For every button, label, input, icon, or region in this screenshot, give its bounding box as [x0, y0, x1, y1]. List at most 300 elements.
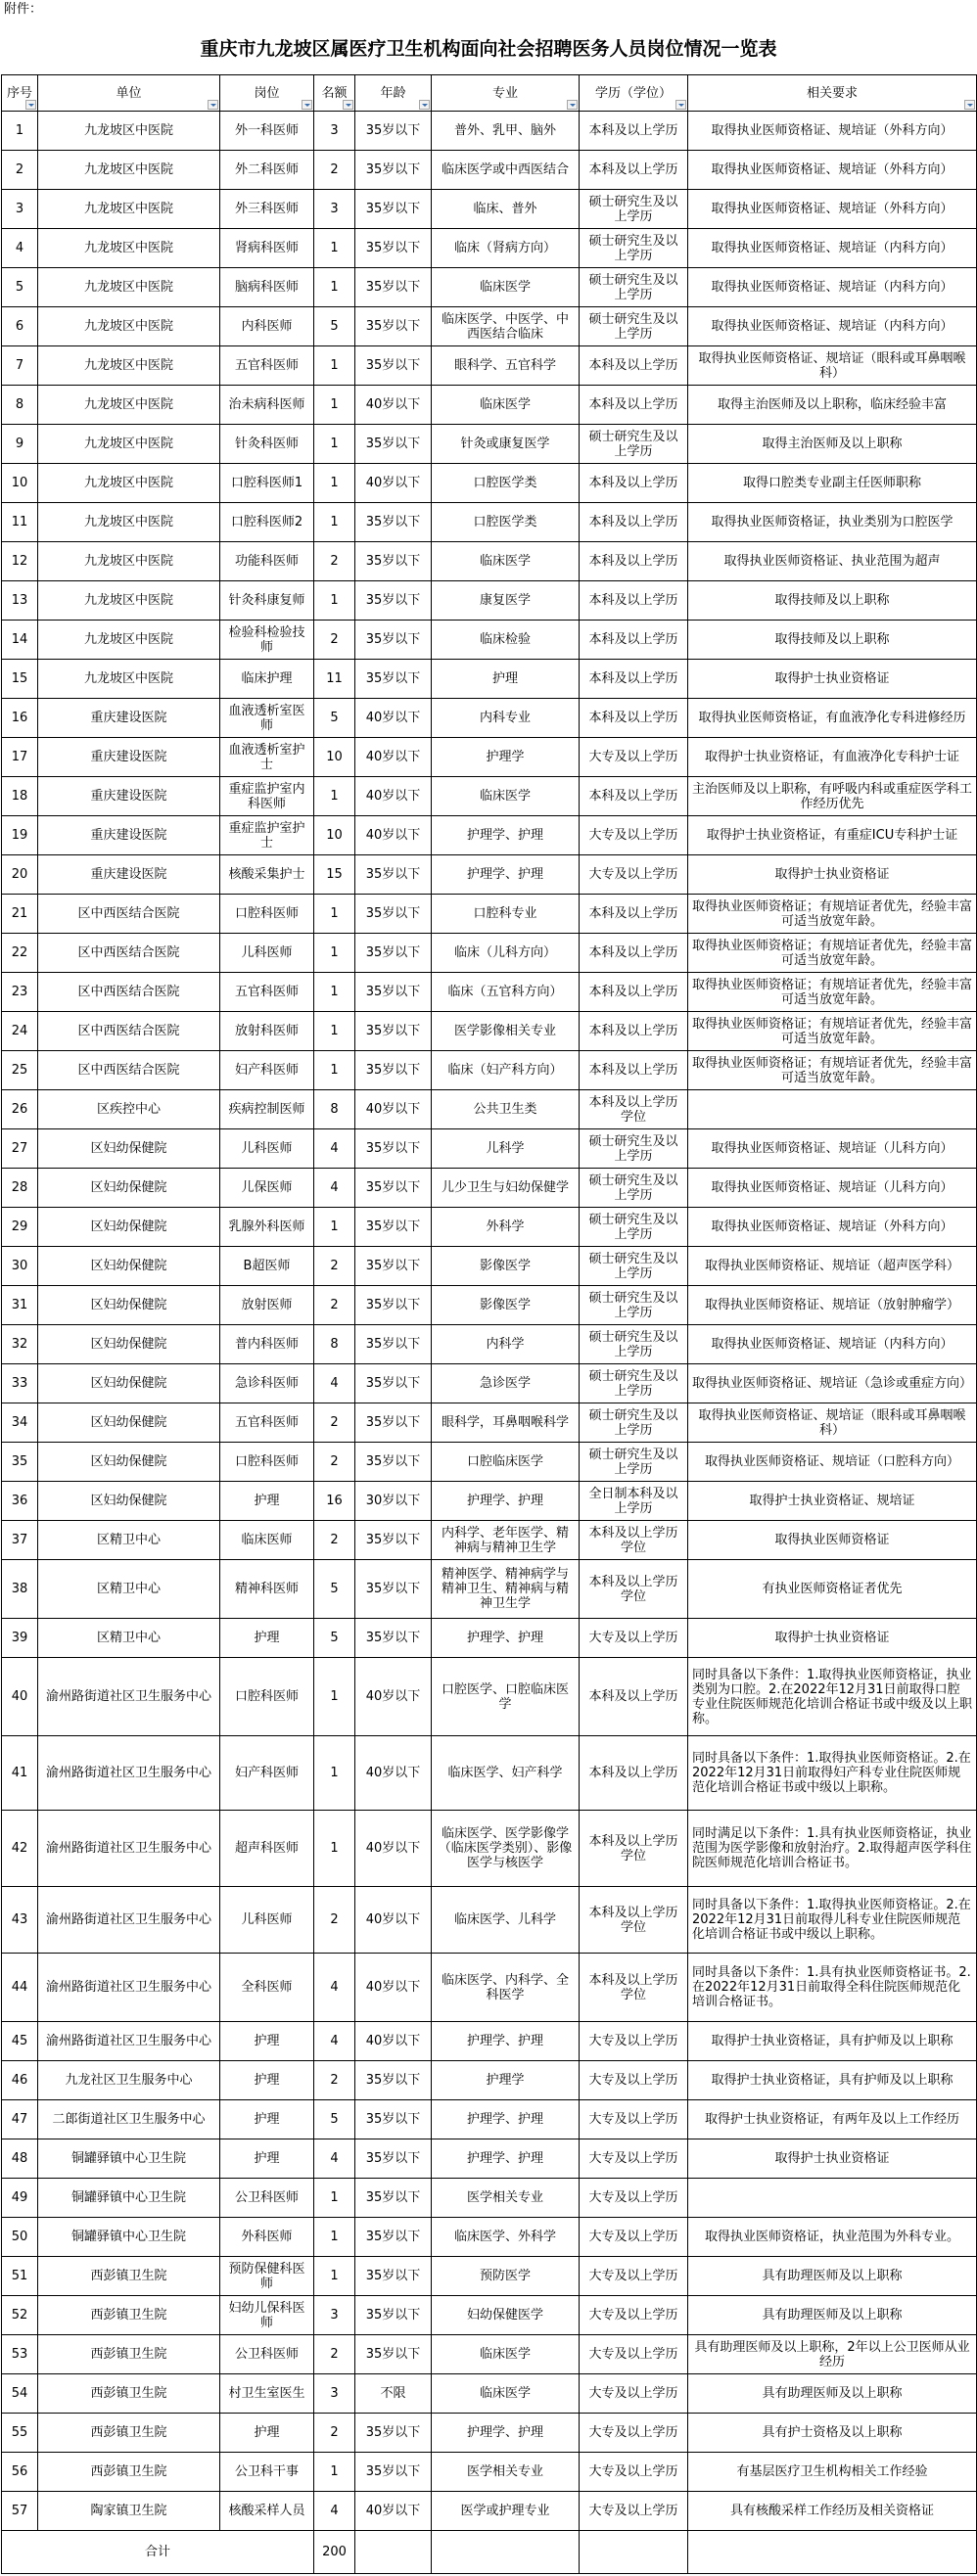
- quota-cell: 4: [314, 1954, 355, 2022]
- unit-cell: 九龙坡区中医院: [38, 464, 220, 503]
- unit-cell: 区妇幼保健院: [38, 1129, 220, 1169]
- filter-dropdown-icon[interactable]: [567, 100, 578, 110]
- header-unit: [38, 75, 220, 112]
- filter-dropdown-icon[interactable]: [25, 100, 36, 110]
- education-cell: 硕士研究生及以上学历: [580, 1286, 688, 1325]
- major-cell: 医学相关专业: [432, 2453, 580, 2492]
- position-cell: 口腔科医师1: [220, 464, 314, 503]
- quota-cell: 1: [314, 346, 355, 386]
- row-number-cell: 57: [2, 2492, 38, 2531]
- quota-cell: 1: [314, 268, 355, 307]
- row-number-cell: 27: [2, 1129, 38, 1169]
- major-cell: 公共卫生类: [432, 1090, 580, 1129]
- row-number-cell: 30: [2, 1247, 38, 1286]
- table-row: [2, 1247, 977, 1286]
- table-row: [2, 229, 977, 268]
- quota-cell: 1: [314, 2179, 355, 2218]
- row-number-cell: 15: [2, 660, 38, 699]
- requirements-cell: 取得护士执业资格证，具有护师及以上职称: [688, 2022, 977, 2061]
- quota-cell: 5: [314, 1619, 355, 1658]
- requirements-cell: 取得护士执业资格证、规培证: [688, 1482, 977, 1521]
- unit-cell: 区中西医结合医院: [38, 973, 220, 1012]
- table-row: [2, 2296, 977, 2335]
- education-cell: 硕士研究生及以上学历: [580, 1247, 688, 1286]
- header-label: 学历（学位）: [594, 85, 672, 101]
- table-row: [2, 503, 977, 542]
- position-cell: 护理: [220, 1619, 314, 1658]
- requirements-cell: 具有助理医师及以上职称: [688, 2296, 977, 2335]
- table-row: [2, 1560, 977, 1619]
- unit-cell: 九龙坡区中医院: [38, 425, 220, 464]
- quota-cell: 2: [314, 1286, 355, 1325]
- requirements-cell: 同时具备以下条件：1.取得执业医师资格证，执业类别为口腔。2.在2022年12月31日前取得口腔专业住院医师规范化培训合格证书或中级及以上职称。: [688, 1658, 977, 1736]
- education-cell: 本科及以上学历: [580, 699, 688, 738]
- table-row: [2, 464, 977, 503]
- table-row: [2, 738, 977, 777]
- requirements-cell: 取得主治医师及以上职称: [688, 425, 977, 464]
- unit-cell: 九龙坡区中医院: [38, 503, 220, 542]
- position-cell: 内科医师: [220, 307, 314, 346]
- header-quota: [314, 75, 355, 112]
- major-cell: 口腔医学类: [432, 503, 580, 542]
- age-cell: 35岁以下: [355, 2414, 432, 2453]
- row-number-cell: 11: [2, 503, 38, 542]
- position-cell: 重症监护室内科医师: [220, 777, 314, 816]
- requirements-cell: 取得护士执业资格证，具有护师及以上职称: [688, 2061, 977, 2100]
- table-row: [2, 1090, 977, 1129]
- position-cell: 肾病科医师: [220, 229, 314, 268]
- quota-cell: 5: [314, 2100, 355, 2139]
- row-number-cell: 23: [2, 973, 38, 1012]
- table-row: [2, 973, 977, 1012]
- major-cell: 内科学、老年医学、精神病与精神卫生学: [432, 1521, 580, 1560]
- age-cell: 30岁以下: [355, 1482, 432, 1521]
- row-number-cell: 38: [2, 1560, 38, 1619]
- header-major: [432, 75, 580, 112]
- requirements-cell: 取得执业医师资格证、规培证（外科方向）: [688, 190, 977, 229]
- quota-cell: 2: [314, 542, 355, 581]
- position-cell: 口腔科医师: [220, 1443, 314, 1482]
- row-number-cell: 35: [2, 1443, 38, 1482]
- requirements-cell: 取得执业医师资格证，执业范围为外科专业。: [688, 2218, 977, 2257]
- filter-dropdown-icon[interactable]: [343, 100, 353, 110]
- major-cell: 护理学、护理: [432, 2139, 580, 2179]
- position-cell: 护理: [220, 2100, 314, 2139]
- education-cell: 硕士研究生及以上学历: [580, 307, 688, 346]
- age-cell: 35岁以下: [355, 660, 432, 699]
- table-row: [2, 1887, 977, 1954]
- major-cell: 临床医学: [432, 777, 580, 816]
- age-cell: 35岁以下: [355, 1403, 432, 1443]
- age-cell: 40岁以下: [355, 2022, 432, 2061]
- position-cell: 疾病控制医师: [220, 1090, 314, 1129]
- age-cell: 35岁以下: [355, 895, 432, 934]
- unit-cell: 九龙坡区中医院: [38, 190, 220, 229]
- table-row: [2, 268, 977, 307]
- education-cell: 硕士研究生及以上学历: [580, 1443, 688, 1482]
- row-number-cell: 32: [2, 1325, 38, 1364]
- major-cell: 医学或护理专业: [432, 2492, 580, 2531]
- requirements-cell: 取得护士执业资格证: [688, 660, 977, 699]
- age-cell: 35岁以下: [355, 2139, 432, 2179]
- quota-cell: 4: [314, 2139, 355, 2179]
- quota-cell: 2: [314, 2061, 355, 2100]
- age-cell: 40岁以下: [355, 1811, 432, 1887]
- education-cell: 大专及以上学历: [580, 2296, 688, 2335]
- education-cell: 大专及以上学历: [580, 2061, 688, 2100]
- quota-cell: 1: [314, 2453, 355, 2492]
- row-number-cell: 51: [2, 2257, 38, 2296]
- row-number-cell: 37: [2, 1521, 38, 1560]
- education-cell: 本科及以上学历: [580, 1051, 688, 1090]
- requirements-cell: 取得护士执业资格证: [688, 2139, 977, 2179]
- quota-cell: 4: [314, 2492, 355, 2531]
- major-cell: 护理学、护理: [432, 855, 580, 895]
- age-cell: 35岁以下: [355, 2100, 432, 2139]
- row-number-cell: 7: [2, 346, 38, 386]
- major-cell: 护理学、护理: [432, 1482, 580, 1521]
- position-cell: 急诊科医师: [220, 1364, 314, 1403]
- requirements-cell: 同时具备以下条件：1.取得执业医师资格证。2.在2022年12月31日前取得妇产科专业住院医师规范化培训合格证书或中级以上职称。: [688, 1736, 977, 1811]
- requirements-cell: 取得护士执业资格证，有血液净化专科护士证: [688, 738, 977, 777]
- age-cell: 35岁以下: [355, 1325, 432, 1364]
- requirements-cell: 取得护士执业资格证: [688, 855, 977, 895]
- age-cell: 35岁以下: [355, 1208, 432, 1247]
- requirements-cell: 取得执业医师资格证；有规培证者优先，经验丰富可适当放宽年龄。: [688, 934, 977, 973]
- row-number-cell: 6: [2, 307, 38, 346]
- major-cell: 口腔医学、口腔临床医学: [432, 1658, 580, 1736]
- major-cell: 临床医学、医学影像学（临床医学类别）、影像医学与核医学: [432, 1811, 580, 1887]
- quota-cell: 1: [314, 503, 355, 542]
- requirements-cell: 取得执业医师资格证、规培证（眼科或耳鼻咽喉科）: [688, 1403, 977, 1443]
- requirements-cell: 取得口腔类专业副主任医师职称: [688, 464, 977, 503]
- quota-cell: 1: [314, 1658, 355, 1736]
- row-number-cell: 56: [2, 2453, 38, 2492]
- major-cell: 临床医学: [432, 542, 580, 581]
- position-cell: 脑病科医师: [220, 268, 314, 307]
- table-row: [2, 2022, 977, 2061]
- unit-cell: 九龙坡区中医院: [38, 542, 220, 581]
- major-cell: 护理学: [432, 738, 580, 777]
- unit-cell: 九龙坡区中医院: [38, 151, 220, 190]
- header-label: 名额: [321, 85, 348, 101]
- position-cell: 超声科医师: [220, 1811, 314, 1887]
- row-number-cell: 17: [2, 738, 38, 777]
- major-cell: 临床医学: [432, 268, 580, 307]
- quota-cell: 1: [314, 777, 355, 816]
- requirements-cell: 取得执业医师资格证；有规培证者优先，经验丰富可适当放宽年龄。: [688, 1051, 977, 1090]
- position-cell: 儿科医师: [220, 1129, 314, 1169]
- major-cell: 临床医学、中医学、中西医结合临床: [432, 307, 580, 346]
- major-cell: 口腔科专业: [432, 895, 580, 934]
- quota-cell: 3: [314, 112, 355, 151]
- quota-cell: 1: [314, 1208, 355, 1247]
- age-cell: 35岁以下: [355, 1129, 432, 1169]
- age-cell: 35岁以下: [355, 1012, 432, 1051]
- row-number-cell: 44: [2, 1954, 38, 2022]
- position-cell: 乳腺外科医师: [220, 1208, 314, 1247]
- position-cell: 五官科医师: [220, 346, 314, 386]
- table-row: [2, 2257, 977, 2296]
- unit-cell: 区妇幼保健院: [38, 1208, 220, 1247]
- requirements-cell: 取得执业医师资格证、规培证（外科方向）: [688, 1208, 977, 1247]
- age-cell: 35岁以下: [355, 268, 432, 307]
- major-cell: 临床医学、妇产科学: [432, 1736, 580, 1811]
- unit-cell: 区妇幼保健院: [38, 1325, 220, 1364]
- age-cell: 35岁以下: [355, 2296, 432, 2335]
- header-label: 序号: [6, 85, 32, 101]
- education-cell: 大专及以上学历: [580, 2179, 688, 2218]
- major-cell: 护理学、护理: [432, 2022, 580, 2061]
- row-number-cell: 10: [2, 464, 38, 503]
- major-cell: 临床检验: [432, 621, 580, 660]
- education-cell: 大专及以上学历: [580, 1619, 688, 1658]
- education-cell: 本科及以上学历: [580, 1658, 688, 1736]
- filter-dropdown-icon[interactable]: [964, 100, 975, 110]
- unit-cell: 区精卫中心: [38, 1560, 220, 1619]
- education-cell: 本科及以上学历: [580, 112, 688, 151]
- major-cell: 急诊医学: [432, 1364, 580, 1403]
- header-label: 年龄: [380, 85, 406, 101]
- position-cell: 护理: [220, 2139, 314, 2179]
- quota-cell: 3: [314, 190, 355, 229]
- age-cell: 35岁以下: [355, 2453, 432, 2492]
- page-title: 重庆市九龙坡区属医疗卫生机构面向社会招聘医务人员岗位情况一览表: [200, 37, 777, 60]
- position-cell: 功能科医师: [220, 542, 314, 581]
- row-number-cell: 52: [2, 2296, 38, 2335]
- unit-cell: 渝州路街道社区卫生服务中心: [38, 1658, 220, 1736]
- position-cell: 临床护理: [220, 660, 314, 699]
- requirements-cell: 同时满足以下条件：1.具有执业医师资格证，执业范围为医学影像和放射治疗。2.取得超声医学科住院医师规范化培训合格证书。: [688, 1811, 977, 1887]
- requirements-cell: 取得执业医师资格证，执业类别为口腔医学: [688, 503, 977, 542]
- major-cell: 护理学、护理: [432, 2414, 580, 2453]
- age-cell: 40岁以下: [355, 1658, 432, 1736]
- position-cell: 护理: [220, 2414, 314, 2453]
- unit-cell: 区妇幼保健院: [38, 1247, 220, 1286]
- unit-cell: 西彭镇卫生院: [38, 2335, 220, 2374]
- unit-cell: 西彭镇卫生院: [38, 2414, 220, 2453]
- table-row: [2, 1811, 977, 1887]
- unit-cell: 区妇幼保健院: [38, 1482, 220, 1521]
- row-number-cell: 49: [2, 2179, 38, 2218]
- age-cell: 40岁以下: [355, 464, 432, 503]
- table-row: [2, 2139, 977, 2179]
- table-row: [2, 346, 977, 386]
- education-cell: 硕士研究生及以上学历: [580, 190, 688, 229]
- major-cell: 临床（肾病方向）: [432, 229, 580, 268]
- table-row: [2, 2335, 977, 2374]
- major-cell: 临床医学、内科学、全科医学: [432, 1954, 580, 2022]
- quota-cell: 2: [314, 2335, 355, 2374]
- quota-cell: 1: [314, 2218, 355, 2257]
- quota-cell: 1: [314, 895, 355, 934]
- age-cell: 35岁以下: [355, 1051, 432, 1090]
- education-cell: 大专及以上学历: [580, 738, 688, 777]
- row-number-cell: 3: [2, 190, 38, 229]
- age-cell: 35岁以下: [355, 151, 432, 190]
- unit-cell: 九龙坡区中医院: [38, 112, 220, 151]
- empty-cell: [688, 2531, 977, 2574]
- education-cell: 硕士研究生及以上学历: [580, 1169, 688, 1208]
- requirements-cell: 取得执业医师资格证，有血液净化专科进修经历: [688, 699, 977, 738]
- education-cell: 大专及以上学历: [580, 2139, 688, 2179]
- unit-cell: 渝州路街道社区卫生服务中心: [38, 1954, 220, 2022]
- education-cell: 硕士研究生及以上学历: [580, 425, 688, 464]
- education-cell: 本科及以上学历: [580, 777, 688, 816]
- table-footer: [2, 2531, 977, 2574]
- education-cell: 硕士研究生及以上学历: [580, 1325, 688, 1364]
- position-cell: 针灸科医师: [220, 425, 314, 464]
- age-cell: 35岁以下: [355, 1443, 432, 1482]
- education-cell: 本科及以上学历: [580, 346, 688, 386]
- position-cell: 妇产科医师: [220, 1051, 314, 1090]
- filter-dropdown-icon[interactable]: [302, 100, 312, 110]
- empty-cell: [432, 2531, 580, 2574]
- table-row: [2, 1169, 977, 1208]
- education-cell: 硕士研究生及以上学历: [580, 1129, 688, 1169]
- education-cell: 本科及以上学历: [580, 464, 688, 503]
- age-cell: 35岁以下: [355, 1521, 432, 1560]
- position-cell: 妇产科医师: [220, 1736, 314, 1811]
- age-cell: 35岁以下: [355, 973, 432, 1012]
- unit-cell: 重庆建设医院: [38, 777, 220, 816]
- row-number-cell: 2: [2, 151, 38, 190]
- education-cell: 大专及以上学历: [580, 2374, 688, 2414]
- position-cell: 重症监护室护士: [220, 816, 314, 855]
- unit-cell: 西彭镇卫生院: [38, 2257, 220, 2296]
- major-cell: 影像医学: [432, 1286, 580, 1325]
- position-cell: 儿保医师: [220, 1169, 314, 1208]
- table-row: [2, 1286, 977, 1325]
- row-number-cell: 8: [2, 386, 38, 425]
- row-number-cell: 55: [2, 2414, 38, 2453]
- filter-dropdown-icon[interactable]: [419, 100, 430, 110]
- education-cell: 大专及以上学历: [580, 2218, 688, 2257]
- education-cell: 本科及以上学历: [580, 542, 688, 581]
- major-cell: 临床（五官科方向）: [432, 973, 580, 1012]
- education-cell: 硕士研究生及以上学历: [580, 1208, 688, 1247]
- education-cell: 本科及以上学历: [580, 386, 688, 425]
- requirements-cell: 取得执业医师资格证、规培证（外科方向）: [688, 112, 977, 151]
- age-cell: 40岁以下: [355, 1090, 432, 1129]
- filter-dropdown-icon[interactable]: [208, 100, 218, 110]
- position-cell: 治未病科医师: [220, 386, 314, 425]
- unit-cell: 九龙坡区中医院: [38, 581, 220, 621]
- quota-cell: 1: [314, 1811, 355, 1887]
- table-row: [2, 2374, 977, 2414]
- quota-cell: 8: [314, 1090, 355, 1129]
- unit-cell: 渝州路街道社区卫生服务中心: [38, 1811, 220, 1887]
- quota-cell: 2: [314, 621, 355, 660]
- major-cell: 医学影像相关专业: [432, 1012, 580, 1051]
- quota-cell: 1: [314, 464, 355, 503]
- table-row: [2, 1325, 977, 1364]
- header-label: 专业: [491, 85, 518, 101]
- age-cell: 35岁以下: [355, 1560, 432, 1619]
- quota-cell: 2: [314, 1443, 355, 1482]
- table-row: [2, 2100, 977, 2139]
- unit-cell: 渝州路街道社区卫生服务中心: [38, 1887, 220, 1954]
- age-cell: 35岁以下: [355, 2257, 432, 2296]
- requirements-cell: 具有核酸采样工作经历及相关资格证: [688, 2492, 977, 2531]
- education-cell: 本科及以上学历学位: [580, 1090, 688, 1129]
- quota-cell: 1: [314, 386, 355, 425]
- total-quota-cell: 200: [314, 2531, 355, 2574]
- unit-cell: 重庆建设医院: [38, 855, 220, 895]
- major-cell: 临床（妇产科方向）: [432, 1051, 580, 1090]
- table-row: [2, 2414, 977, 2453]
- unit-cell: 九龙坡区中医院: [38, 346, 220, 386]
- position-cell: 口腔科医师: [220, 1658, 314, 1736]
- position-cell: 放射医师: [220, 1286, 314, 1325]
- requirements-cell: 同时具备以下条件：1.具有执业医师资格证书。2.在2022年12月31日前取得全科住院医师规范化培训合格证书。: [688, 1954, 977, 2022]
- position-cell: 护理: [220, 1482, 314, 1521]
- major-cell: 眼科学、五官科学: [432, 346, 580, 386]
- position-cell: 护理: [220, 2022, 314, 2061]
- table-row: [2, 699, 977, 738]
- education-cell: 本科及以上学历学位: [580, 1811, 688, 1887]
- education-cell: 大专及以上学历: [580, 2022, 688, 2061]
- requirements-cell: 取得执业医师资格证、规培证（眼科或耳鼻咽喉科）: [688, 346, 977, 386]
- position-cell: 公卫科医师: [220, 2179, 314, 2218]
- major-cell: 针灸或康复医学: [432, 425, 580, 464]
- major-cell: 内科专业: [432, 699, 580, 738]
- major-cell: 精神医学、精神病学与精神卫生、精神病与精神卫生学: [432, 1560, 580, 1619]
- position-cell: 五官科医师: [220, 973, 314, 1012]
- table-row: [2, 1208, 977, 1247]
- requirements-cell: 取得执业医师资格证、执业范围为超声: [688, 542, 977, 581]
- quota-cell: 5: [314, 1560, 355, 1619]
- quota-cell: 1: [314, 2257, 355, 2296]
- table-container: [0, 74, 977, 2574]
- education-cell: 本科及以上学历: [580, 581, 688, 621]
- filter-dropdown-icon[interactable]: [675, 100, 686, 110]
- requirements-cell: [688, 1090, 977, 1129]
- unit-cell: 区妇幼保健院: [38, 1364, 220, 1403]
- unit-cell: 九龙坡区中医院: [38, 229, 220, 268]
- position-cell: 检验科检验技师: [220, 621, 314, 660]
- major-cell: 眼科学，耳鼻咽喉科学: [432, 1403, 580, 1443]
- row-number-cell: 29: [2, 1208, 38, 1247]
- major-cell: 临床、普外: [432, 190, 580, 229]
- major-cell: 护理学、护理: [432, 1619, 580, 1658]
- total-label-cell: 合计: [2, 2531, 314, 2574]
- table-row: [2, 2218, 977, 2257]
- unit-cell: 区中西医结合医院: [38, 895, 220, 934]
- education-cell: 本科及以上学历: [580, 1012, 688, 1051]
- requirements-cell: 有基层医疗卫生机构相关工作经验: [688, 2453, 977, 2492]
- unit-cell: 区精卫中心: [38, 1619, 220, 1658]
- row-number-cell: 33: [2, 1364, 38, 1403]
- quota-cell: 2: [314, 2414, 355, 2453]
- education-cell: 本科及以上学历: [580, 973, 688, 1012]
- position-cell: 公卫科医师: [220, 2335, 314, 2374]
- table-row: [2, 816, 977, 855]
- education-cell: 硕士研究生及以上学历: [580, 229, 688, 268]
- row-number-cell: 25: [2, 1051, 38, 1090]
- quota-cell: 10: [314, 816, 355, 855]
- unit-cell: 区精卫中心: [38, 1521, 220, 1560]
- major-cell: 临床（儿科方向）: [432, 934, 580, 973]
- age-cell: 35岁以下: [355, 346, 432, 386]
- position-cell: B超医师: [220, 1247, 314, 1286]
- age-cell: 40岁以下: [355, 1736, 432, 1811]
- age-cell: 35岁以下: [355, 621, 432, 660]
- position-cell: 护理: [220, 2061, 314, 2100]
- education-cell: 大专及以上学历: [580, 2335, 688, 2374]
- quota-cell: 2: [314, 1403, 355, 1443]
- requirements-cell: 具有助理医师及以上职称，2年以上公卫医师从业经历: [688, 2335, 977, 2374]
